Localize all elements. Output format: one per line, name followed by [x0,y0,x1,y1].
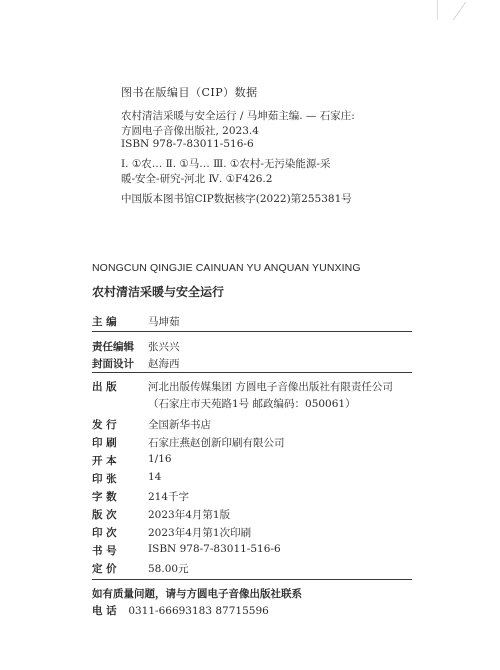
book-pinyin-title: NONGCUN QINGJIE CAINUAN YU ANQUAN YUNXING [92,262,361,274]
editor-value: 马坤茹 [148,316,180,328]
address-value: （石家庄市天苑路1号 邮政编码：050061） [148,398,356,410]
phone-row [92,603,269,618]
printer-value: 石家庄燕赵创新印刷有限公司 [148,437,285,449]
page-fold-mark [429,2,467,20]
quality-notice: 如有质量问题，请与方圆电子音像出版社联系 [92,588,302,600]
cip-line: 农村清洁采暖与安全运行 / 马坤茹主编. — 石家庄: [121,110,355,122]
isbn-value: ISBN 978-7-83011-516-6 [148,543,281,555]
cip-line: Ⅰ. ①农… Ⅱ. ①马… Ⅲ. ①农村-无污染能源-采 [121,158,331,170]
cip-line: 暖-安全-研究-河北 Ⅳ. ①F426.2 [121,173,273,185]
wordcount-value: 214千字 [148,491,190,503]
cip-number: 中国版本图书馆CIP数据核字(2022)第255381号 [121,193,352,205]
cip-line: ISBN 978-7-83011-516-6 [121,138,254,150]
price-label: 定 价 [92,563,117,575]
cover-label: 封面设计 [92,358,134,370]
printer-label: 印 刷 [92,437,117,449]
isbn-label: 书 号 [92,545,117,557]
cip-line: 方圆电子音像出版社, 2023.4 [121,125,259,137]
price-value: 58.00元 [148,563,189,575]
resp-editor-label: 责任编辑 [92,341,134,353]
divider [92,372,412,373]
cip-title: 图书在版编目（CIP）数据 [121,86,258,99]
divider [92,331,412,332]
sheets-label: 印 张 [92,473,117,485]
edition-label: 版 次 [92,509,117,521]
sheets-value: 14 [148,471,162,483]
publisher-value: 河北出版传媒集团 方圆电子音像出版社有限责任公司 [148,381,393,393]
divider [92,579,412,580]
distribution-value: 全国新华书店 [148,419,211,431]
edition-value: 2023年4月第1版 [148,509,231,521]
phone-label: 电 话 [92,605,117,617]
editor-label: 主 编 [92,316,117,328]
printing-label: 印 次 [92,527,117,539]
format-value: 1/16 [148,453,172,465]
printing-value: 2023年4月第1次印刷 [148,527,252,539]
publisher-label: 出 版 [92,381,117,393]
format-label: 开 本 [92,455,117,467]
distribution-label: 发 行 [92,419,117,431]
cover-value: 赵海西 [148,358,180,370]
phone-value: 0311-66693183 87715596 [128,605,269,617]
wordcount-label: 字 数 [92,491,117,503]
book-title: 农村清洁采暖与安全运行 [92,285,225,299]
resp-editor-value: 张兴兴 [148,341,180,353]
